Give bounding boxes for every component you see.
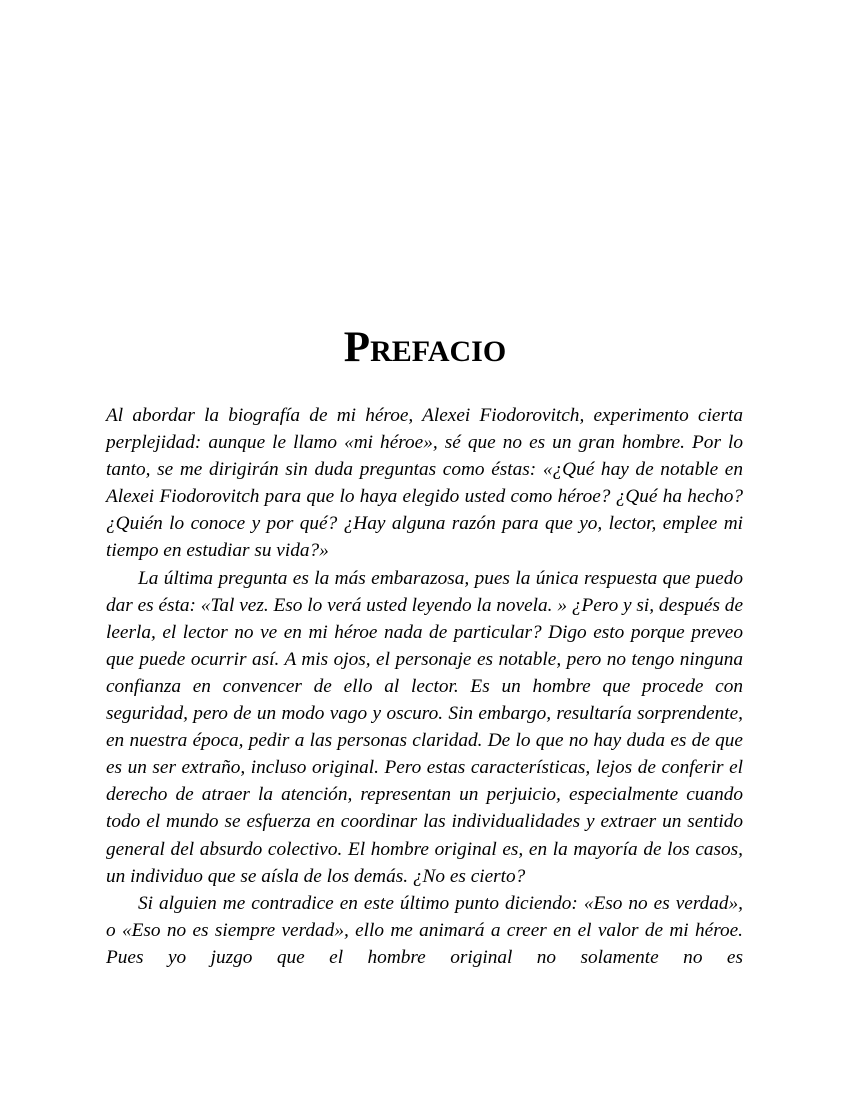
- chapter-body: [106, 402, 743, 971]
- paragraph: Al abordar la biografía de mi héroe, Alexei Fiodorovitch, experimento cierta perplejidad: aunque le llamo «mi héroe», sé que no es un gran hombre. Por lo tanto, se me dirigirán sin duda preguntas como éstas: «¿Qué hay de notable en Alexei Fiodorovitch para que lo haya elegido usted como héroe? ¿Qué ha hecho? ¿Quién lo conoce y por qué? ¿Hay alguna razón para que yo, lector, emplee mi tiempo en estudiar su vida?»: [106, 405, 743, 562]
- paragraph: La última pregunta es la más embarazosa, pues la única respuesta que puedo dar es ésta: «Tal vez. Eso lo verá usted leyendo la novela. » ¿Pero y si, después de leerla, el lector no ve en mi héroe nada de particular? Digo esto porque preveo que puede ocurrir así. A mis ojos, el personaje es notable, pero no tengo ninguna confianza en convencer de ello al lector. Es un hombre que procede con seguridad, pero de un modo vago y oscuro. Sin embargo, resultaría sorprendente, en nuestra época, pedir a las personas claridad. De lo que no hay duda es de que es un ser extraño, incluso original. Pero estas características, lejos de conferir el derecho de atraer la atención, representan un perjuicio, especialmente cuando todo el mundo se esfuerza en coordinar las individualidades y extraer un sentido general del absurdo colectivo. El hombre original es, en la mayoría de los casos, un individuo que se aísla de los demás. ¿No es cierto?: [106, 567, 743, 887]
- chapter-title: Prefacio: [343, 324, 507, 371]
- paragraph: Si alguien me contradice en este último punto diciendo: «Eso no es verdad», o «Eso no es siempre verdad», ello me animará a creer en el valor de mi héroe. Pues yo juzgo que el hombre original no solamente no es: [106, 892, 743, 968]
